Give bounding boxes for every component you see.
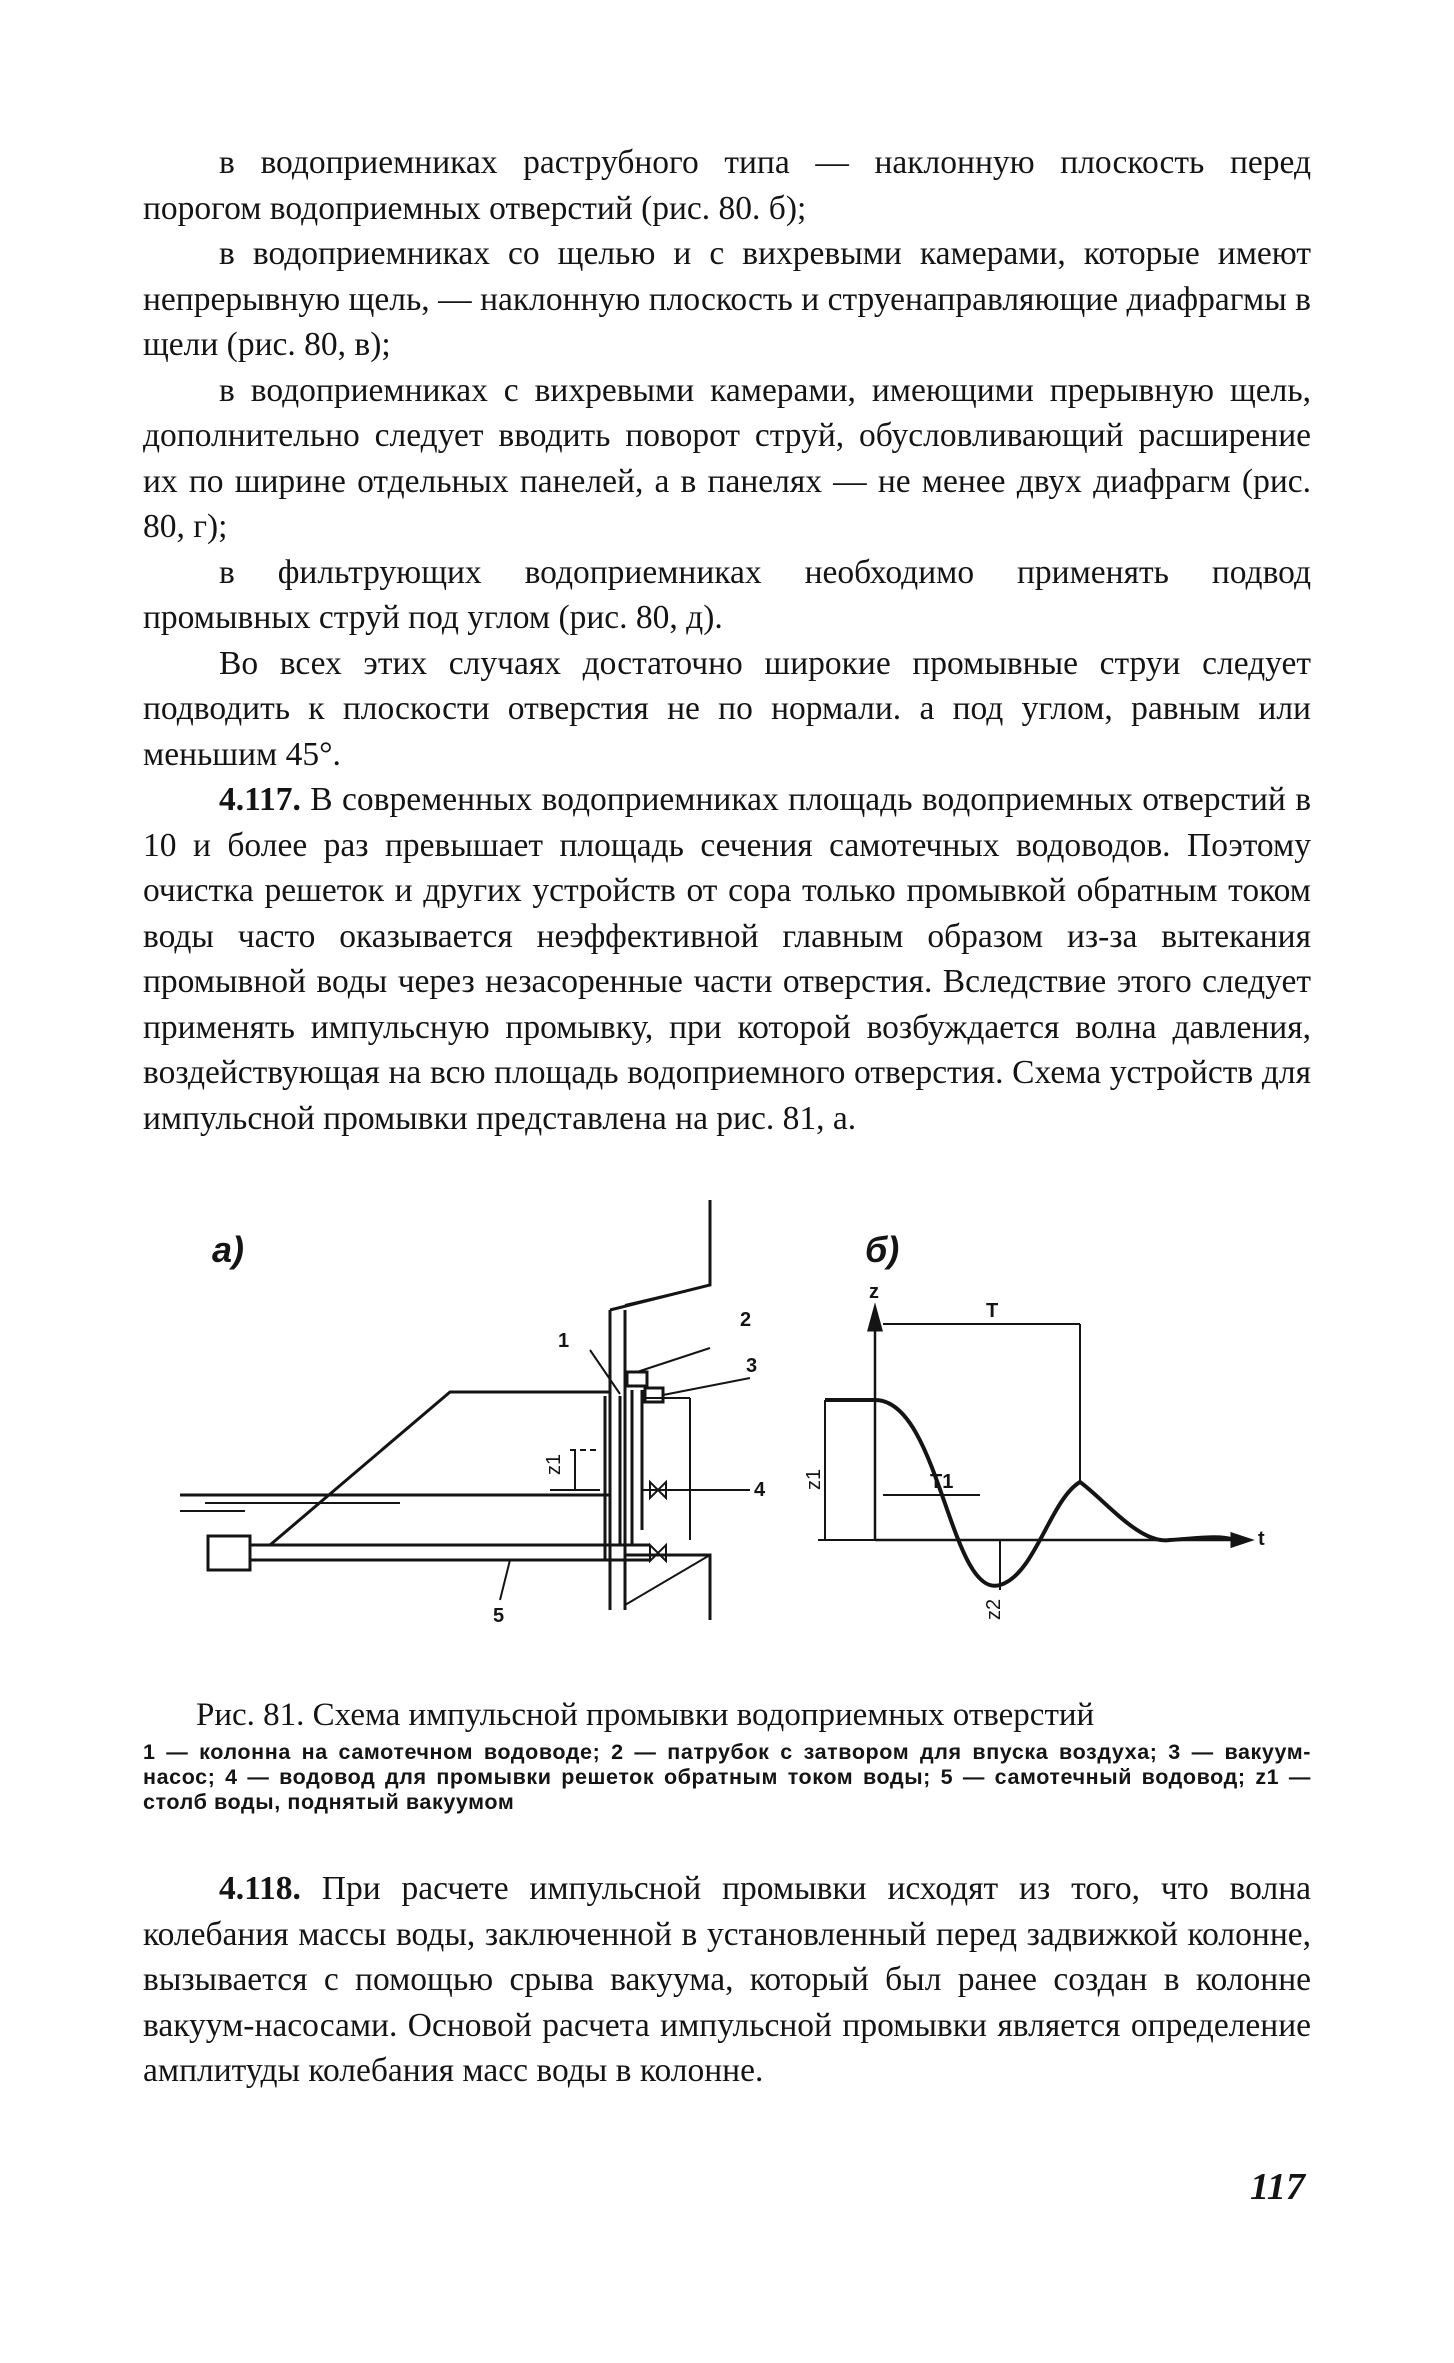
section-4-117 [143,777,1311,1141]
vacuum-pump [645,1388,663,1402]
callout-5: 5 [493,1605,505,1627]
section-4-118 [143,1866,1311,2094]
section-text: При расчете импульсной промывки исходят из того, что волна колебания массы воды, заключенной в установленный перед задвижкой колонне, вызывается с помощью срыва вакуума, который был ранее создан в колонне вакуум-насосами. Основой расчета импульсной промывки является определение амплитуды колебания масс воды в колонне. [143,1870,1311,2089]
paragraph: в фильтрующих водоприемниках необходимо применять подвод промывных струй под углом (рис. 80, д). [143,553,1311,636]
figure-caption-title: Рис. 81. Схема импульсной промывки водоприемных отверстий [196,1697,1095,1733]
lower-structure [625,1555,710,1620]
panel-b-diagram [803,1229,1265,1620]
z-axis-label: z [869,1281,879,1303]
t-axis-label: t [1258,1528,1265,1550]
callout-4: 4 [754,1479,766,1501]
text-block-bottom [143,1866,1311,2094]
callout-leader [590,1350,620,1394]
figure-81 [150,1200,1300,1670]
z1-label: z1 [543,1453,565,1475]
callout-leader [637,1348,710,1372]
period-T-label: T [986,1300,999,1322]
upper-structure [610,1200,710,1310]
section-number: 4.118. [219,1870,301,1907]
z1-curve-label: z1 [803,1468,825,1490]
callout-2: 2 [740,1309,752,1331]
z2-label: z2 [983,1598,1005,1620]
section-text: В современных водоприемниках площадь водоприемных отверстий в 10 и более раз превышает площадь сечения самотечных водоводов. Поэтому очистка решеток и других устройств от сора только промывкой обратным током воды часто оказывается неэффективной главным образом из-за вытекания промывной воды через незасоренные части отверстия. Вследствие этого следует применять импульсную промывку, при которой возбуждается волна давления, воздействующая на всю площадь водоприемного отверстия. Схема устройств для импульсной промывки представлена на рис. 81, а. [143,781,1312,1137]
panel-a-label: a) [212,1229,245,1270]
intake-head [208,1536,250,1570]
page-number: 117 [1250,2166,1305,2208]
callout-3: 3 [746,1355,758,1377]
callout-leader [500,1560,510,1600]
section-number: 4.117. [219,781,301,818]
paragraph: Во всех этих случаях достаточно широкие промывные струи следует подводить к плоскости отверстия не по нормали. а под углом, равным или меньшим 45°. [143,644,1311,773]
z-axis-arrow [869,1308,881,1330]
callout-leader [663,1378,750,1395]
valve-symbol [650,1545,666,1561]
period-T1-label: T1 [930,1471,954,1493]
air-inlet-nozzle [627,1372,647,1386]
oscillation-curve [825,1400,1235,1586]
panel-b-label: б) [865,1229,900,1270]
paragraph: в водоприемниках со щелью и с вихревыми камерами, которые имеют непрерывную щель, — наклонную плоскость и струенаправляющие диафрагмы в щели (рис. 80, в); [143,235,1311,363]
panel-a-diagram [180,1200,766,1627]
text-block-top [143,140,1311,1141]
paragraph: в водоприемниках с вихревыми камерами, имеющими прерывную щель, дополнительно следует вводить поворот струй, обусловливающий расширение их по ширине отдельных панелей, а в панелях — не менее двух диафрагм (рис. 80, г); [143,371,1311,545]
paragraph: в водоприемниках раструбного типа — наклонную плоскость перед порогом водоприемных отверстий (рис. 80. б); [143,144,1311,227]
lower-structure [625,1555,710,1605]
callout-1: 1 [558,1330,570,1352]
figure-caption-legend: 1 — колонна на самотечном водоводе; 2 — патрубок с затвором для впуска воздуха; 3 — вакуум-насос; 4 — водовод для промывки решеток обратным током воды; 5 — самотечный водовод; z1 — столб воды, поднятый вакуумом [143,1740,1311,1814]
upper-structure [625,1285,710,1305]
